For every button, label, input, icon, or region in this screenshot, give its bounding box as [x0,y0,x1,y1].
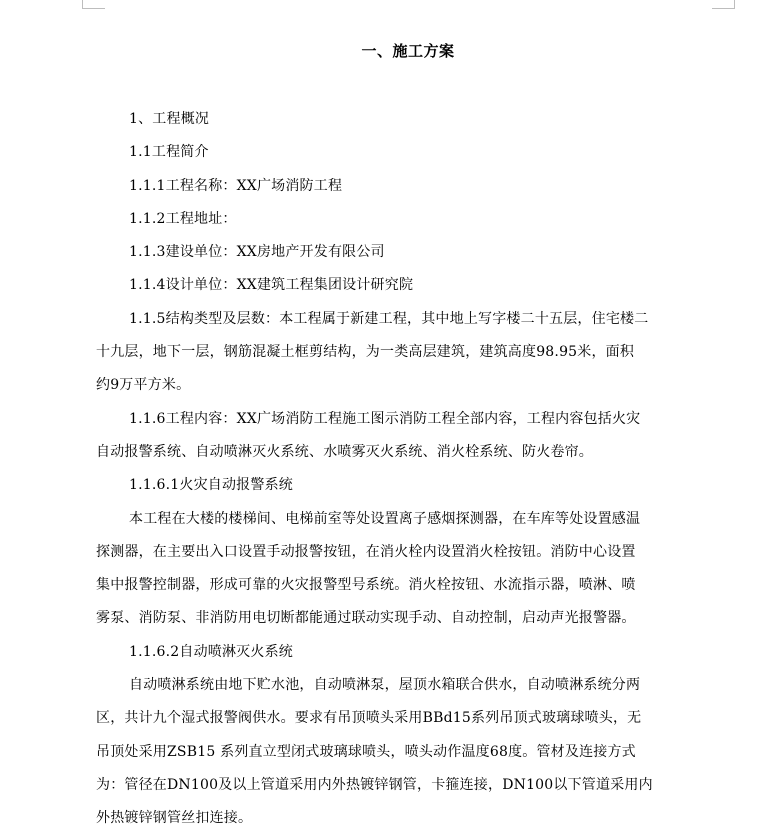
document-title: 一、施工方案 [361,42,455,60]
paragraph-line: 十九层，地下一层，钢筋混凝土框剪结构，为一类高层建筑，建筑高度98.95米，面积 [96,344,635,361]
page-corner-mark-right [712,0,735,9]
paragraph-line: 区，共计九个湿式报警阀供水。要求有吊顶喷头采用BBd15系列吊顶式玻璃球喷头，无 [96,710,642,727]
paragraph-line: 1.1.2工程地址： [129,210,237,227]
document-body [96,103,714,836]
paragraph-line: 自动报警系统、自动喷淋灭火系统、水喷雾灭火系统、消火栓系统、防火卷帘。 [96,443,593,460]
paragraph-line: 1.1.6.2自动喷淋灭火系统 [129,643,293,660]
paragraph-line: 外热镀锌钢管丝扣连接。 [96,810,253,827]
paragraph-line: 1.1.5结构类型及层数：本工程属于新建工程，其中地上写字楼二十五层，住宅楼二 [129,310,649,327]
paragraph-line: 1.1.1工程名称：XX广场消防工程 [129,177,343,194]
paragraph-line: 为：管径在DN100及以上管道采用内外热镀锌钢管，卡箍连接，DN100以下管道采用内 [96,776,653,793]
paragraph-line: 吊顶处采用ZSB15 系列直立型闭式玻璃球喷头，喷头动作温度68度。管材及连接方式 [96,743,636,760]
paragraph-line: 1.1工程简介 [129,144,209,161]
paragraph-line: 本工程在大楼的楼梯间、电梯前室等处设置离子感烟探测器，在车库等处设置感温 [129,510,641,527]
paragraph-line: 1.1.6工程内容：XX广场消防工程施工图示消防工程全部内容，工程内容包括火灾 [129,410,641,427]
paragraph-line: 雾泵、消防泵、非消防用电切断都能通过联动实现手动、自动控制，启动声光报警器。 [96,610,636,627]
paragraph-line: 1、工程概况 [129,111,210,127]
paragraph-line: 1.1.6.1火灾自动报警系统 [129,477,293,494]
paragraph-line: 集中报警控制器，形成可靠的火灾报警型号系统。消火栓按钮、水流指示器，喷淋、喷 [96,577,636,594]
paragraph-line: 1.1.4设计单位：XX建筑工程集团设计研究院 [129,277,414,294]
paragraph-line: 约9万平方米。 [96,377,191,394]
paragraph-line: 自动喷淋系统由地下贮水池，自动喷淋泵，屋顶水箱联合供水，自动喷淋系统分两 [129,677,641,694]
paragraph-line: 1.1.3建设单位：XX房地产开发有限公司 [129,244,385,261]
paragraph-line: 探测器，在主要出入口设置手动报警按钮，在消火栓内设置消火栓按钮。消防中心设置 [96,543,636,560]
page-corner-mark-left [82,0,105,9]
